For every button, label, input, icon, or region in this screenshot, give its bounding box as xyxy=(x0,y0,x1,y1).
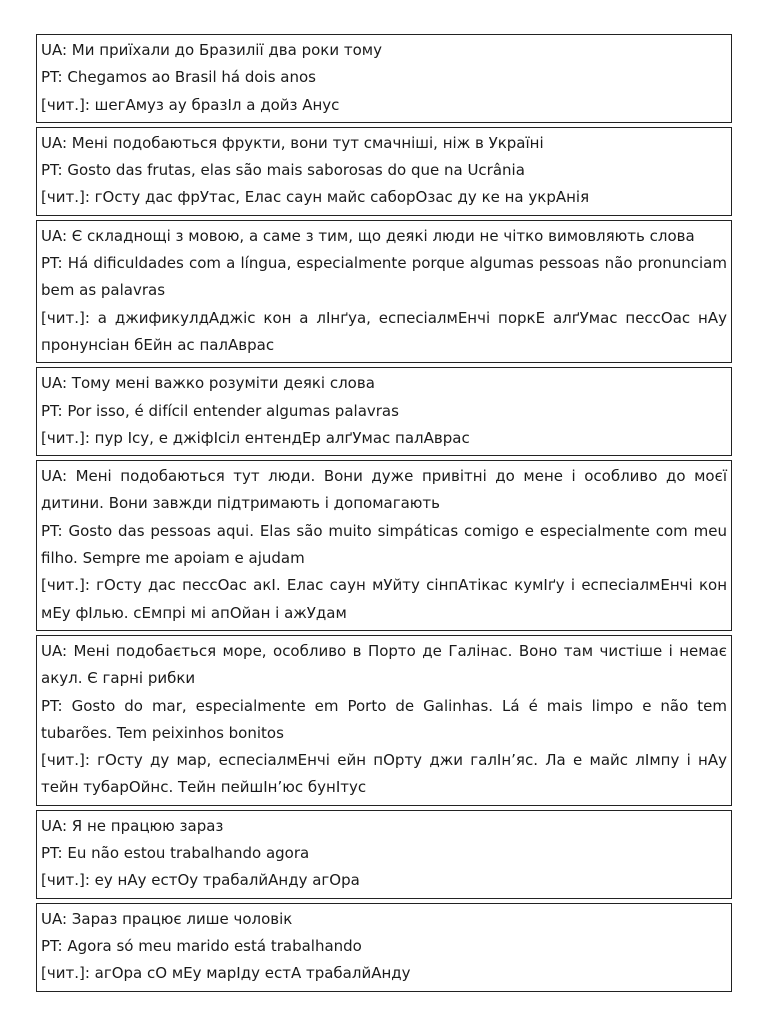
phrase-entry xyxy=(36,127,732,216)
portuguese-line: PT: Gosto das frutas, elas são mais saborosas do que na Ucrânia xyxy=(41,161,525,180)
pronunciation-line: [чит.]: еу нАу естОу трабалйАнду агОра xyxy=(41,871,360,890)
pronunciation-line: [чит.]: пур Iсу, е джіфIсіл ентендЕр алґУмас палАврас xyxy=(41,428,470,447)
pronunciation-line: [чит.]: шегАмуз ау бразIл а дойз Анус xyxy=(41,95,340,114)
ukrainian-line: UA: Зараз працює лише чоловік xyxy=(41,909,293,928)
ukrainian-line: UA: Тому мені важко розуміти деякі слова xyxy=(41,374,375,393)
phrase-entry xyxy=(36,34,732,123)
phrase-entry xyxy=(36,635,732,806)
portuguese-line: PT: Agora só meu marido está trabalhando xyxy=(41,936,362,955)
phrase-entry xyxy=(36,903,732,992)
ukrainian-line: UA: Мені подобається море, особливо в Порто де Галінас. Воно там чистіше і немає акул. Є гарні рибки xyxy=(41,641,727,688)
ukrainian-line: UA: Мені подобаються тут люди. Вони дуже привітні до мене і особливо до моєї дитини. Вони завжди підтримають і допомагають xyxy=(41,467,727,513)
portuguese-line: PT: Chegamos ao Brasil há dois anos xyxy=(41,68,316,87)
pronunciation-line: [чит.]: агОра сО мЕу марIду естА трабалйАнду xyxy=(41,964,411,983)
portuguese-line: PT: Eu não estou trabalhando agora xyxy=(41,844,310,863)
ukrainian-line: UA: Мені подобаються фрукти, вони тут смачніші, ніж в Україні xyxy=(41,133,544,152)
phrase-entry xyxy=(36,367,732,456)
portuguese-line: PT: Gosto do mar, especialmente em Porto de Galinhas. Lá é mais limpo e não tem tubarões. Tem peixinhos bonitos xyxy=(41,696,727,742)
portuguese-line: PT: Há dificuldades com a língua, especialmente porque algumas pessoas não pronunciam bem as palavras xyxy=(41,254,727,300)
phrase-entry xyxy=(36,810,732,899)
ukrainian-line: UA: Є складнощі з мовою, а саме з тим, що деякі люди не чітко вимовляють слова xyxy=(41,226,695,245)
pronunciation-line: [чит.]: гОсту дас пессОас акI. Елас саун мУйту сінпАтікас кумIґу і еспесіалмЕнчі кон мЕу фIлью. сЕмпрі мі апОйан і ажУдам xyxy=(41,576,727,622)
pronunciation-line: [чит.]: а джификулдАджіс кон а лIнґуа, еспесіалмЕнчі поркЕ алґУмас пессОас нАу пронунсіан бЕйн ас палАврас xyxy=(41,308,727,354)
portuguese-line: PT: Gosto das pessoas aqui. Elas são muito simpáticas comigo e especialmente com meu filho. Sempre me apoiam e ajudam xyxy=(41,521,727,568)
phrase-document xyxy=(36,34,732,996)
pronunciation-line: [чит.]: гОсту дас фрУтас, Елас саун майс саборОзас ду ке на укрАнія xyxy=(41,188,590,207)
pronunciation-line: [чит.]: гОсту ду мар, еспесіалмЕнчі ейн пОрту джи галIн’яс. Ла е майс лIмпу і нАу тейн тубарОйнс. Тейн пейшIн’юс бунIтус xyxy=(41,751,727,797)
phrase-entry xyxy=(36,220,732,363)
ukrainian-line: UA: Я не працюю зараз xyxy=(41,816,224,835)
ukrainian-line: UA: Ми приїхали до Бразилії два роки тому xyxy=(41,41,382,59)
phrase-entry xyxy=(36,460,732,631)
portuguese-line: PT: Por isso, é difícil entender algumas palavras xyxy=(41,401,399,420)
